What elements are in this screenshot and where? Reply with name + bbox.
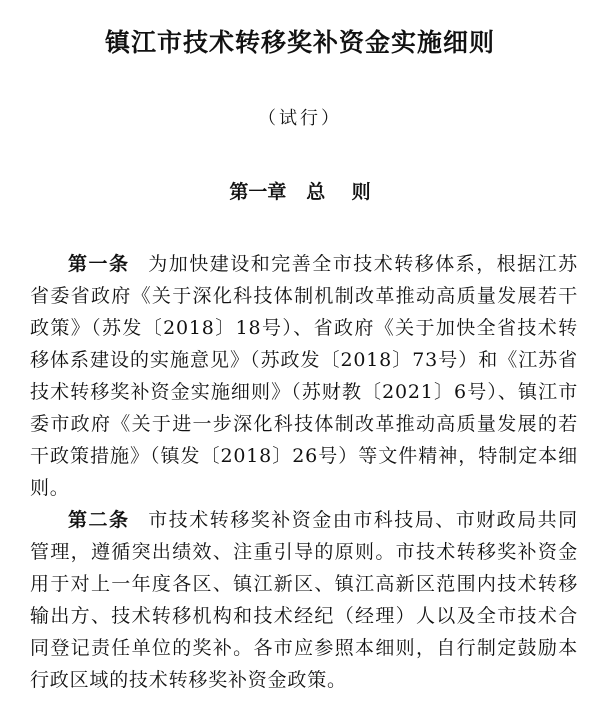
chapter-heading: 第一章 总 则 xyxy=(229,181,371,203)
article-1 xyxy=(30,248,578,504)
article-2-label: 第二条 xyxy=(68,509,130,531)
document-title: 镇江市技术转移奖补资金实施细则 xyxy=(104,28,495,57)
article-list xyxy=(30,248,578,696)
article-1-label: 第一条 xyxy=(68,253,130,275)
article-2 xyxy=(30,504,578,696)
document-subtitle: （试行） xyxy=(258,108,342,129)
article-2-text: 市技术转移奖补资金由市科技局、市财政局共同管理，遵循突出绩效、注重引导的原则。市技术转移奖补资金用于对上一年度各区、镇江新区、镇江高新区范围内技术转移输出方、技术转移机构和技术经纪（经理）人以及全市技术合同登记责任单位的奖补。各市应参照本细则，自行制定鼓励本行政区域的技术转移奖补资金政策。 xyxy=(30,509,578,691)
article-1-text: 为加快建设和完善全市技术转移体系，根据江苏省委省政府《关于深化科技体制机制改革推动高质量发展若干政策》（苏发〔2018〕18号）、省政府《关于加快全省技术转移体系建设的实施意见》（苏政发〔2018〕73号）和《江苏省技术转移奖补资金实施细则》（苏财教〔2021〕6号）、镇江市委市政府《关于进一步深化科技体制改革推动高质量发展的若干政策措施》（镇发〔2018〕26号）等文件精神，特制定本细则。 xyxy=(30,253,578,499)
